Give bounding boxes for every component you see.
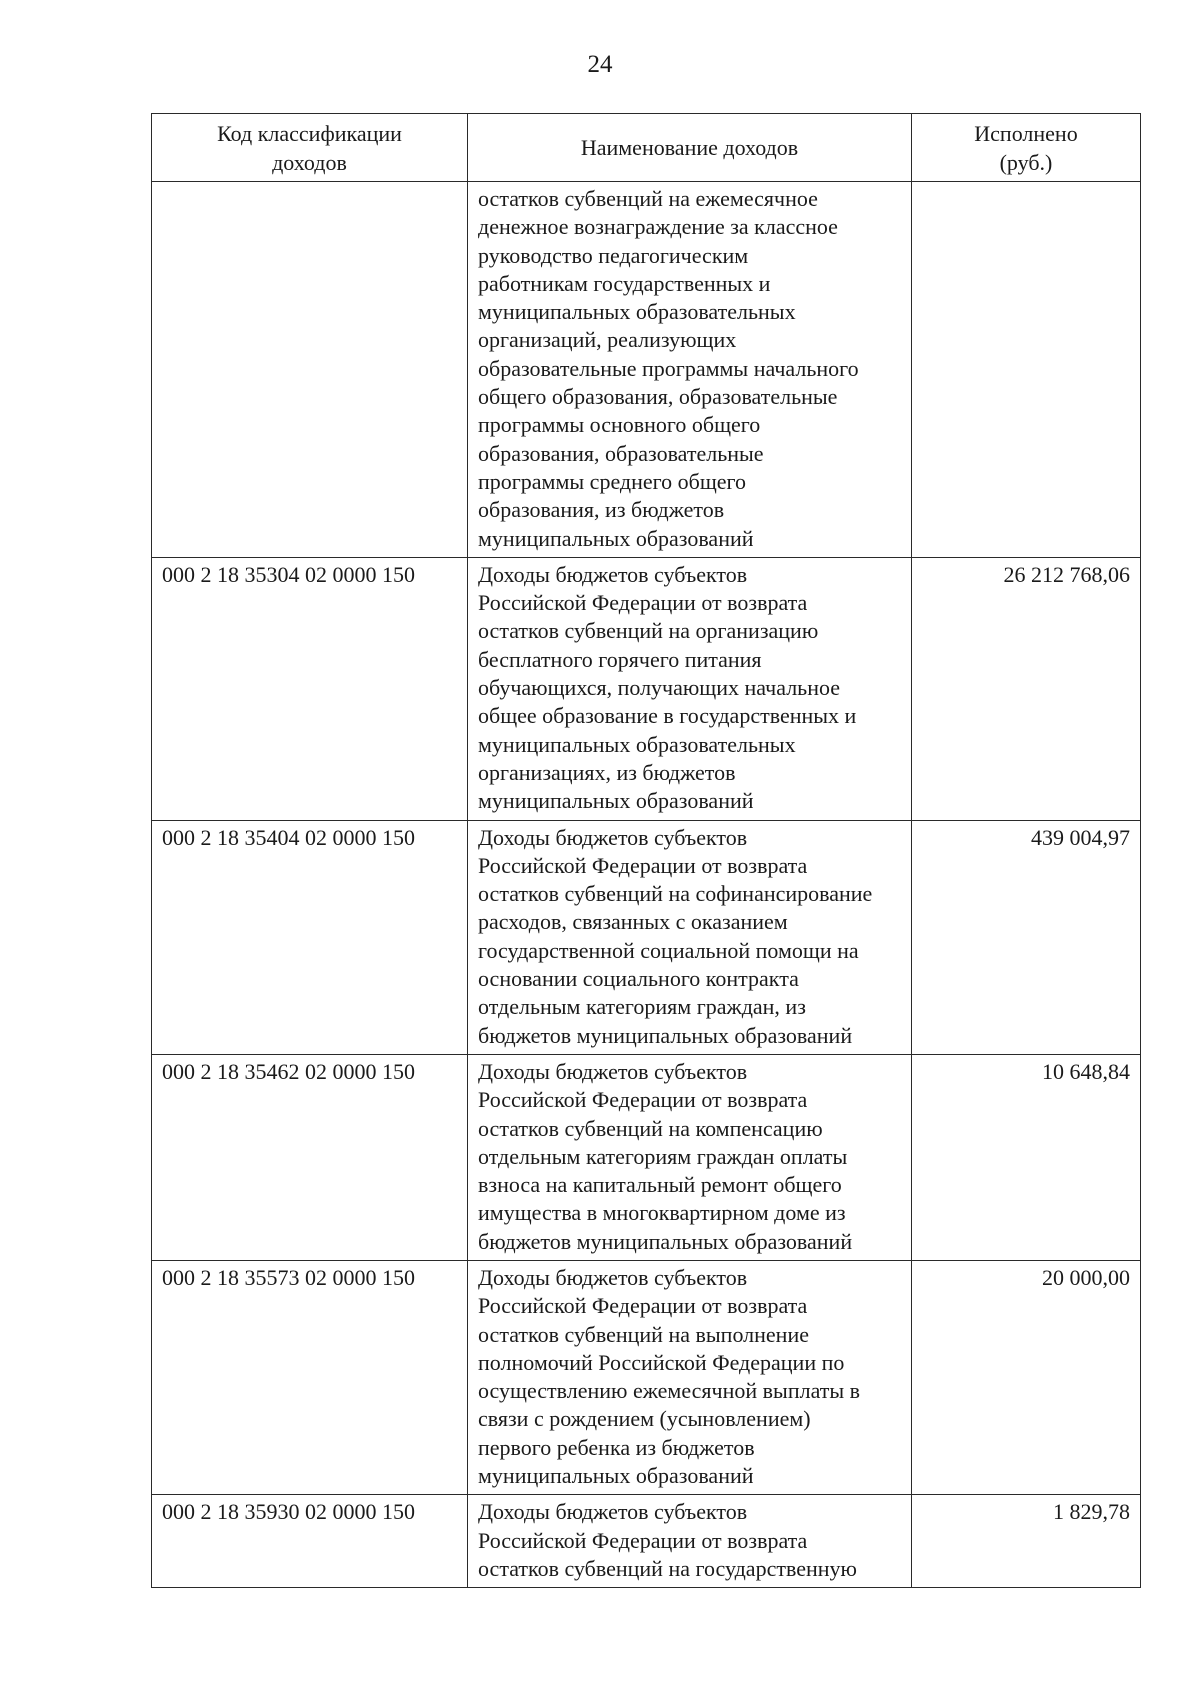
header-name-line: Наименование доходов [580,135,799,161]
income-name-line: программы основного общего [478,412,761,438]
income-name-line: основании социального контракта [478,966,799,992]
income-name-line: остатков субвенций на компенсацию [478,1115,823,1141]
table-row [152,1054,1141,1260]
income-name-line: остатков субвенций на выполнение [478,1321,809,1347]
header-code [152,114,468,182]
table-row [152,182,1141,558]
income-name-line: Доходы бюджетов субъектов [478,1058,748,1084]
income-name-line: организациях, из бюджетов [478,759,736,785]
classification-code: 000 2 18 35930 02 0000 150 [152,1495,468,1588]
income-name-line: связи с рождением (усыновлением) [478,1406,811,1432]
income-name-line: муниципальных образований [478,788,754,814]
income-name-line: бюджетов муниципальных образований [478,1228,853,1254]
income-name-line: работникам государственных и [478,270,771,296]
header-code-line: доходов [272,149,347,175]
income-name [468,1260,912,1494]
income-name [468,557,912,820]
income-name-line: Доходы бюджетов субъектов [478,1499,748,1525]
executed-amount: 10 648,84 [912,1054,1141,1260]
income-name-line: муниципальных образовательных [478,299,796,325]
income-name-line: отдельным категориям граждан, из [478,994,806,1020]
income-name-line: Доходы бюджетов субъектов [478,1264,748,1290]
income-name-line: образования, образовательные [478,440,764,466]
income-name-line: остатков субвенций на организацию [478,618,819,644]
income-name-line: организаций, реализующих [478,327,737,353]
table-header [152,114,1141,182]
income-name-line: отдельным категориям граждан оплаты [478,1143,848,1169]
income-name-line: муниципальных образований [478,525,754,551]
income-name-line: образования, из бюджетов [478,497,725,523]
executed-amount: 1 829,78 [912,1495,1141,1588]
income-name-line: руководство педагогическим [478,242,749,268]
executed-amount: 20 000,00 [912,1260,1141,1494]
income-name-line: бесплатного горячего питания [478,646,762,672]
classification-code: 000 2 18 35462 02 0000 150 [152,1054,468,1260]
header-row [152,114,1141,182]
header-amount [912,114,1141,182]
header-amount-line: (руб.) [999,149,1053,175]
income-name-line: Доходы бюджетов субъектов [478,824,748,850]
header-code-line: Код классификации [217,121,402,147]
income-name [468,1495,912,1588]
income-name [468,182,912,558]
income-name-line: остатков субвенций на государственную [478,1555,857,1581]
income-name [468,820,912,1054]
income-name-line: муниципальных образований [478,1463,754,1489]
income-name-line: Российской Федерации от возврата [478,1087,808,1113]
income-name-line: бюджетов муниципальных образований [478,1022,853,1048]
table-row [152,1495,1141,1588]
income-name-line: остатков субвенций на софинансирование [478,881,873,907]
table-row [152,1260,1141,1494]
income-name-line: взноса на капитальный ремонт общего [478,1172,842,1198]
income-name-line: общее образование в государственных и [478,703,857,729]
income-name-line: денежное вознаграждение за классное [478,214,838,240]
page-number: 24 [587,51,613,78]
executed-amount: 439 004,97 [912,820,1141,1054]
classification-code: 000 2 18 35304 02 0000 150 [152,557,468,820]
income-name-line: Российской Федерации от возврата [478,1293,808,1319]
classification-code: 000 2 18 35404 02 0000 150 [152,820,468,1054]
income-name-line: осуществлению ежемесячной выплаты в [478,1378,861,1404]
income-name-line: первого ребенка из бюджетов [478,1434,755,1460]
table-row [152,820,1141,1054]
income-name-line: Российской Федерации от возврата [478,852,808,878]
income-name-line: государственной социальной помощи на [478,937,859,963]
income-name-line: образовательные программы начального [478,355,859,381]
header-name [468,114,912,182]
income-name-line: Российской Федерации от возврата [478,1527,808,1553]
income-name-line: полномочий Российской Федерации по [478,1349,845,1375]
income-name-line: Доходы бюджетов субъектов [478,561,748,587]
income-name-line: муниципальных образовательных [478,731,796,757]
executed-amount: 26 212 768,06 [912,557,1141,820]
income-name-line: общего образования, образовательные [478,384,838,410]
classification-code [152,182,468,558]
income-name-line: имущества в многоквартирном доме из [478,1200,846,1226]
income-name-line: Российской Федерации от возврата [478,590,808,616]
income-name-line: программы среднего общего [478,468,747,494]
table-body [152,182,1141,1588]
classification-code: 000 2 18 35573 02 0000 150 [152,1260,468,1494]
executed-amount [912,182,1141,558]
income-name-line: расходов, связанных с оказанием [478,909,788,935]
income-name [468,1054,912,1260]
income-name-line: остатков субвенций на ежемесячное [478,186,818,211]
income-table [151,113,1141,1588]
table-row [152,557,1141,820]
header-amount-line: Исполнено [974,121,1078,147]
income-name-line: обучающихся, получающих начальное [478,675,841,701]
